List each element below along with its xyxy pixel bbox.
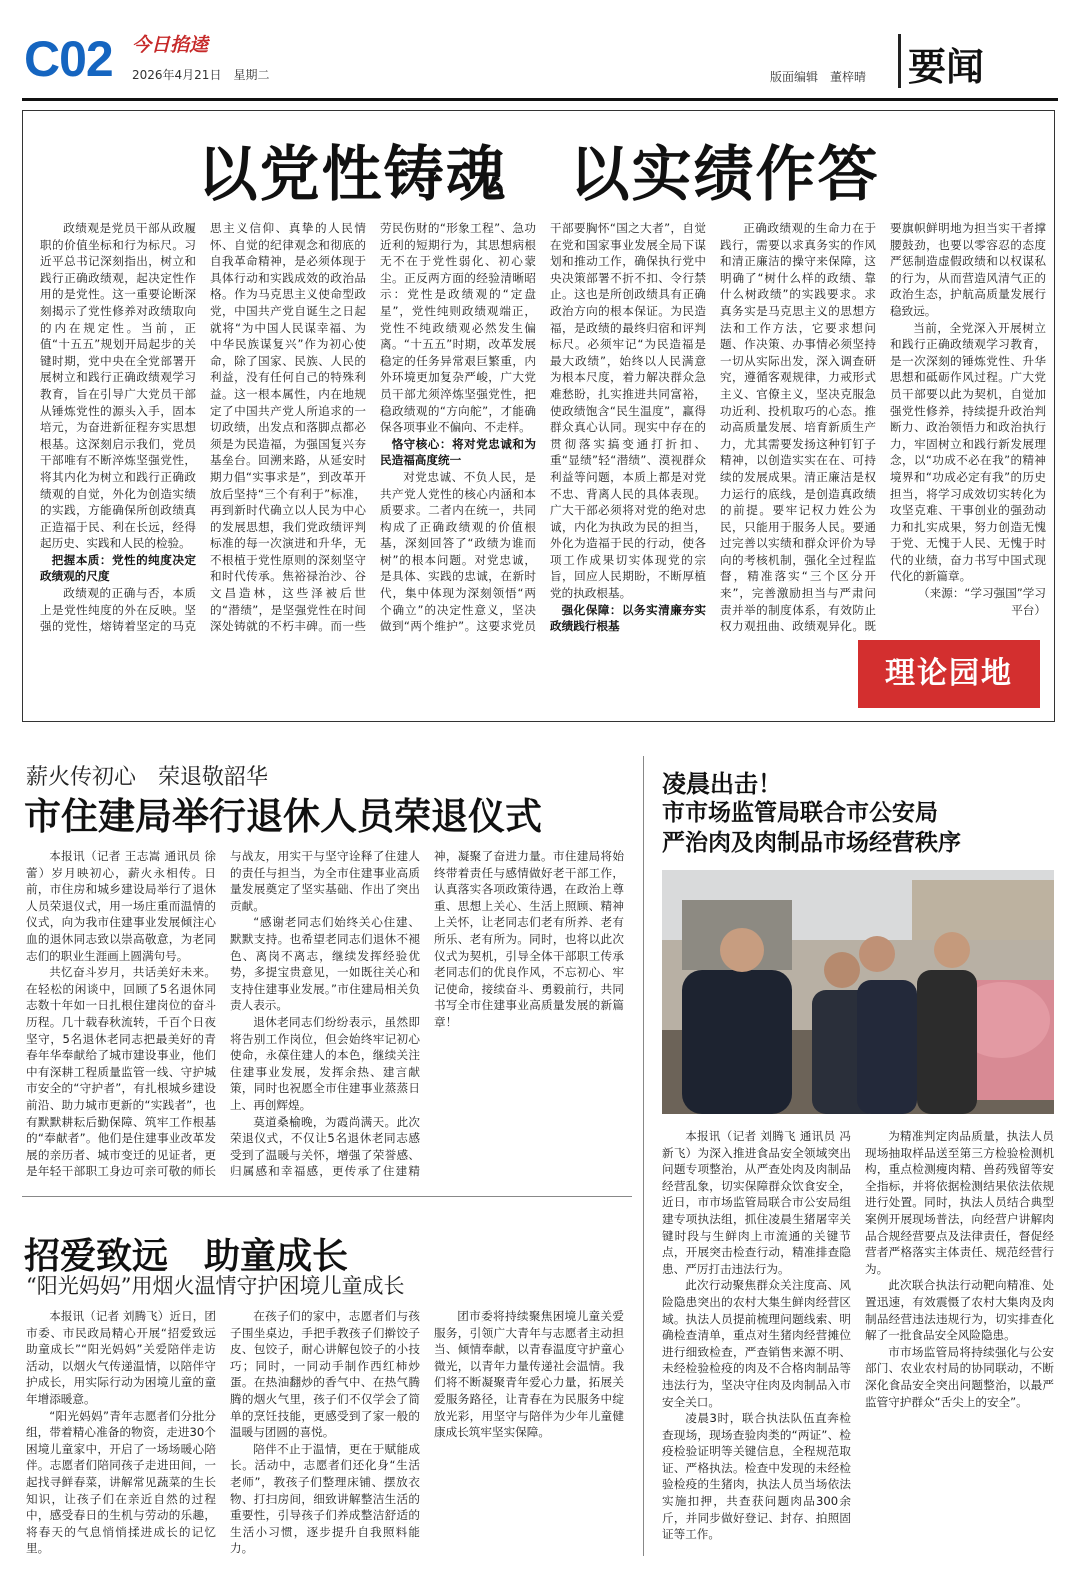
section-divider [898,34,901,88]
paragraph: 市市场监管局将持续强化与公安部门、农业农村局的协同联动，不断深化食品安全突出问题整治，以最严监管守护群众“舌尖上的安全”。 [865,1344,1054,1409]
paragraph: 共忆奋斗岁月，共话美好未来。在轻松的闲谈中，回顾了5名退休同志数十年如一日扎根住建岗位的奋斗历程。几十载春秋流转，千百个日夜坚守，5名退休老同志把最美好的青春年华奉献给了城市建设事业，他们中有深耕工程质量监管一线、守护城市安全的“守护者”，有扎根城乡建设前沿、助力城市更新的“实践者”，也有默默耕耘后勤保障、筑牢工作根基的“奉献者”。他们是住建事业改革发展的亲历者、城市变迁的见证者，更是年轻干部职工身边可亲可敬的师长与战友，用实干与坚守诠释了住建人的责任与担当，为全市住建事业高质量发展奠定了坚实基础、作出了突出贡献。 [26,849,420,1179]
subheading: 恪守核心：将对党忠诚和为民造福高度统一 [380,436,536,468]
paragraph: “阳光妈妈”青年志愿者们分批分组，带着精心准备的物资，走进30个困境儿童家中，开启了一场场暖心陪伴。志愿者们陪同孩子走进田间，一起找寻鲜春菜，讲解常见蔬菜的生长知识，让孩子们在亲近自然的过程中，感受春日的生机与劳动的乐趣，将春天的气息悄悄揉进成长的记忆里。 [26,1408,216,1556]
page-editor: 版面编辑 董梓晴 [770,70,867,84]
paragraph: 莫道桑榆晚，为霞尚满天。此次荣退仪式，不仅让5名退休老同志感受到了温暖与关怀，增强了荣誉感、归属感和幸福感，更传承了住建精神，凝聚了奋进力量。市住建局将始终带着责任与感情做好老干部工作，认真落实各项政策待遇，在政治上尊重、思想上关心、生活上照顾、精神上关怀，让老同志们老有所养、老有所乐、老有所为。同时，也将以此次仪式为契机，引导全体干部职工传承老同志们的优良作风，不忘初心、牢记使命，接续奋斗、勇毅前行，共同书写全市住建事业高质量发展的新篇章！ [230,849,624,1179]
sunshine-article-body [26,1308,624,1560]
page-number: C02 [24,31,113,87]
retire-article-body [26,848,624,1180]
page-header [0,0,1080,100]
paragraph: 当前，全党深入开展树立和践行正确政绩观学习教育，是一次深刻的锤炼党性、升华思想和砥砺作风过程。广大党员干部要以此为契机，自觉加强党性修养，持续提升政治判断力、政治领悟力和政治执行力，牢固树立和践行新发展理念，以“功成不必在我”的精神境界和“功成必定有我”的历史担当，将学习成效切实转化为攻坚克难、干事创业的强劲动力和扎实成果，努力创造无愧于党、无愧于人民、无愧于时代的业绩，奋力书写中国式现代化的新篇章。 [890,320,1046,584]
retire-kicker: 薪火传初心 荣退敬韶华 [26,765,269,790]
paragraph: 为精准判定肉品质量，执法人员现场抽取样品送至第三方检验检测机构，重点检测瘦肉精、兽药残留等安全指标，并将依据检测结果依法依规进行处置。同时，执法人员结合典型案例开展现场普法，向经营户讲解肉品合规经营要点及法律责任，督促经营者严格落实主体责任、规范经营行为。 [865,1129,1054,1276]
paragraph: 在孩子们的家中，志愿者们与孩子围坐桌边，手把手教孩子们擀饺子皮、包饺子，耐心讲解包饺子的小技巧；同时，一同动手制作西红柿炒蛋。在热油翻炒的香气中、在热气腾腾的烟火气里，孩子们不仅学会了简单的烹饪技能，更感受到了家一般的温暖与团圆的喜悦。 [230,1309,420,1440]
sunshine-headline: 招爱致远 助童成长 [24,1235,349,1277]
subheading: 把握本质：党性的纯度决定政绩观的尺度 [40,552,196,584]
newspaper-logo: 今日掐逵 [132,34,209,56]
theory-garden-badge: 理论园地 [858,640,1040,708]
theory-headline: 以党性铸魂 以实绩作答 [197,140,880,210]
paragraph: 政绩观的正确与否，本质上是党性纯度的外在反映。坚强的党性，熔铸着坚定的马克思主义信仰、真挚的人民情怀、自觉的纪律观念和彻底的自我革命精神，是必须体现于具体行动和实践成效的政治品格。作为马克思主义使命型政党，中国共产党自诞生之日起就将“为中国人民谋幸福、为中华民族谋复兴”作为初心使命，除了国家、民族、人民的利益，没有任何自己的特殊利益。这一根本属性，内在地规定了中国共产党人所追求的一切政绩，出发点和落脚点都必须是为民造福，为强国复兴夯基垒台。回溯来路，从延安时期力倡“实事求是”，到改革开放后坚持“三个有利于”标准，再到新时代确立以人民为中心的发展思想，我们党政绩评判标准的每一次演进和升华，无不根植于党性原则的深刻坚守和时代传承。焦裕禄治沙、谷文昌造林，这些泽被后世的“潜绩”，是坚强党性在时间深处铸就的不朽丰碑。而一些劳民伤财的“形象工程”、急功近利的短期行为，其思想病根无不在于党性弱化、初心蒙尘。正反两方面的经验清晰昭示：党性是政绩观的“定盘星”，党性纯则政绩观端正，党性不纯政绩观必然发生偏离。“十五五”时期，改革发展稳定的任务异常艰巨繁重，内外环境更加复杂严峻，广大党员干部尤须淬炼坚强党性，把稳政绩观的“方向舵”，才能确保各项事业不偏向、不走样。 [40,221,536,634]
column-divider [643,756,644,1556]
inspection-photo-illustration [662,870,1054,1114]
market-article-body [662,1128,1054,1560]
paragraph: “感谢老同志们始终关心住建、默默支持。也希望老同志们退休不褪色、离岗不离志，继续发挥经验优势，多提宝贵意见，一如既往关心和支持住建事业发展。”市住建局相关负责人表示。 [230,915,420,1013]
section-rule [22,1196,632,1197]
paragraph: 退休老同志们纷纷表示，虽然即将告别工作岗位，但会始终牢记初心使命，永葆住建人的本色，继续关注住建事业发展，发挥余热、建言献策，同时也祝愿全市住建事业蒸蒸日上、再创辉煌。 [230,1014,420,1112]
paragraph: 团市委将持续聚焦困境儿童关爱服务，引领广大青年与志愿者主动担当、倾情奉献，以青春温度守护童心微光，以青年力量传递社会温情。我们将不断凝聚青年爱心力量，拓展关爱服务路径，让青春在为民服务中绽放光彩，用坚守与陪伴为少年儿童健康成长筑牢坚实保障。 [434,1309,624,1440]
paragraph: 本报讯（记者 王志嵩 通讯员 徐蕾）岁月映初心，薪火永相传。日前，市住房和城乡建设局举行了退休人员荣退仪式，用一场庄重而温情的仪式，向为我市住建事业发展倾注心血的退休同志致以崇高敬意，为老同志们的职业生涯画上圆满句号。 [26,849,216,963]
paragraph: 此次行动聚焦群众关注度高、风险隐患突出的农村大集生鲜肉经营区域。执法人员提前梳理问题线索、明确检查清单，重点对生猪肉经营摊位进行细致检查，严查销售来源不明、未经检验检疫的肉及不合格肉制品等违法行为，坚决守住肉及肉制品入市安全关口。 [662,1278,851,1409]
market-headline-line2: 严治肉及肉制品市场经营秩序 [662,829,961,856]
paragraph: 凌晨3时，联合执法队伍直奔检查现场，现场查验肉类的“两证”、检疫检验证明等关键信息，全程规范取证、严格执法。检查中发现的未经检验检疫的生猪肉，执法人员当场依法实施扣押，共查获问题肉品300余斤，并同步做好登记、封存、拍照固证等工作。 [662,1411,851,1542]
paragraph: 政绩观是党员干部从政履职的价值坐标和行为标尺。习近平总书记深刻指出，树立和践行正确政绩观，起决定性作用的是党性。这一重要论断深刻揭示了党性修养对政绩取向的内在规定性。当前，正值“十五五”规划开局起步的关键时期，党中央在全党部署开展树立和践行正确政绩观学习教育，旨在引导广大党员干部从锤炼党性的源头入手，固本培元，为奋进新征程夯实思想根基。这深刻启示我们，党员干部唯有不断淬炼坚强党性，将其内化为树立和践行正确政绩观的自觉，外化为创造实绩的实践，方能确保所创政绩真正造福于民、利在长远，经得起历史、实践和人民的检验。 [40,221,196,551]
header-rule [22,98,1058,101]
paragraph: 本报讯（记者 刘腾飞）近日，团市委、市民政局精心开展“招爱致远 助童成长”“阳光妈妈”关爱陪伴走访活动，以烟火气传递温情，以陪伴守护成长，用实际行动为困境儿童的童年增添暖意。 [26,1309,216,1406]
market-kicker: 凌晨出击！ [662,769,782,798]
subheading: 强化保障：以务实清廉夯实政绩践行根基 [550,602,706,634]
paragraph: 正确政绩观的生命力在于践行，需要以求真务实的作风和清正廉洁的操守来保障，这明确了“树什么样的政绩、靠什么树政绩”的实践要求。求真务实是马克思主义的思想方法和工作方法，它要求想问题、作决策、办事情必须坚持一切从实际出发，深入调查研究，遵循客观规律，力戒形式主义、官僚主义，坚决克服急功近利、投机取巧的心态。推动高质量发展、培育新质生产力，尤其需要发扬这种钉钉子精神，以创造实实在在、可持续的发展成果。清正廉洁是权力运行的底线，是创造真政绩的前提。要牢记权力姓公为民，只能用于服务人民。要通过完善以实绩和群众评价为导向的考核机制，强化全过程监督，精准落实“三个区分开来”，完善激励担当与严肃问责并举的制度体系，有效防止权力观扭曲、政绩观异化。既要旗帜鲜明地为担当实干者撑腰鼓劲，也要以零容忍的态度严惩制造虚假政绩和以权谋私的行为，从而营造风清气正的政治生态，护航高质量发展行稳致远。 [720,221,1046,634]
issue-date: 2026年4月21日 星期二 [132,68,270,82]
inspection-photo [662,870,1054,1114]
retire-headline: 市住建局举行退休人员荣退仪式 [24,794,542,838]
paragraph: 本报讯（记者 刘腾飞 通讯员 冯新飞）为深入推进食品安全领域突出问题专项整治，从严查处肉及肉制品经营乱象，切实保障群众饮食安全，近日，市市场监管局联合市公安局组建专项执法组，抓住凌晨生猪屠宰关键时段与生鲜肉上市流通的关键节点，开展突击检查行动，精准排查隐患、严厉打击违法行为。 [662,1129,851,1276]
paragraph: 对党忠诚、不负人民，是共产党人党性的核心内涵和本质要求。二者内在统一，共同构成了正确政绩观的价值根基，深刻回答了“政绩为谁而树”的根本问题。对党忠诚，是具体、实践的忠诚，在新时代，集中体现为深刻领悟“两个确立”的决定性意义，坚决做到“两个维护”。这要求党员干部要胸怀“国之大者”，自觉在党和国家事业发展全局下谋划和推动工作，确保执行党中央决策部署不折不扣、令行禁止。这也是所创政绩具有正确政治方向的根本保证。为民造福，是政绩的最终归宿和评判标尺。必须牢记“为民造福是最大政绩”，始终以人民满意为根本尺度，着力解决群众急难愁盼，扎实推进共同富裕，使政绩饱含“民生温度”，赢得群众真心认同。现实中存在的贯彻落实搞变通打折扣、重“显绩”轻“潜绩”、漠视群众利益等问题，本质上都是对党不忠、背离人民的具体表现。广大干部必须将对党的绝对忠诚，内化为执政为民的担当，外化为造福于民的行动，使各项工作成果切实体现党的宗旨，回应人民期盼，不断厚植党的执政根基。 [380,221,706,634]
section-title: 要闻 [908,44,985,89]
sunshine-subtitle: “阳光妈妈”用烟火温情守护困境儿童成长 [26,1274,405,1298]
paragraph: （来源：“学习强国”学习平台） [918,586,1046,617]
paragraph: 陪伴不止于温情，更在于赋能成长。活动中，志愿者们还化身“生活老师”，教孩子们整理床铺、摆放衣物、打扫房间，细致讲解整洁生活的重要性，引导孩子们养成整洁舒适的生活小习惯，逐步提升自我照料能力。 [230,1441,420,1556]
market-headline-line1: 市市场监管局联合市公安局 [662,799,938,826]
paragraph: 此次联合执法行动靶向精准、处置迅速，有效震慑了农村大集肉及肉制品经营违法违规行为，切实排查化解了一批食品安全风险隐患。 [865,1278,1054,1343]
